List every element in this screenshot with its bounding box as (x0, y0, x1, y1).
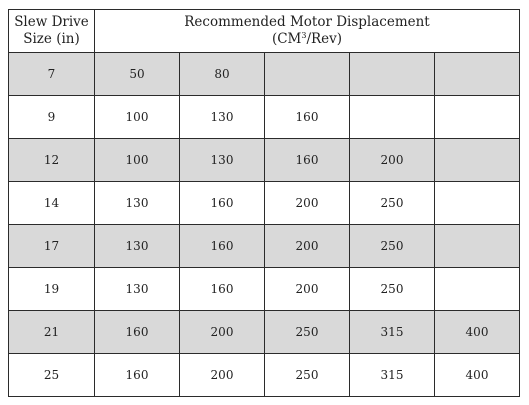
value-cell: 200 (350, 139, 435, 182)
value-cell: 160 (95, 354, 180, 397)
value-cell: 250 (350, 268, 435, 311)
table-row (9, 225, 520, 268)
value-cell: 315 (350, 354, 435, 397)
size-cell: 25 (9, 354, 95, 397)
table-row (9, 182, 520, 225)
value-cell: 250 (265, 311, 350, 354)
value-cell: 200 (265, 268, 350, 311)
table-header-row (9, 10, 520, 53)
displacement-unit-prefix: (CM (271, 31, 302, 47)
size-column-header (9, 10, 95, 53)
value-cell: 130 (95, 268, 180, 311)
value-cell: 160 (265, 96, 350, 139)
value-cell: 130 (95, 182, 180, 225)
value-cell: 200 (180, 354, 265, 397)
value-cell: 130 (180, 139, 265, 182)
table-row (9, 354, 520, 397)
size-cell: 19 (9, 268, 95, 311)
value-cell (435, 225, 520, 268)
size-header-line1: Slew Drive (14, 14, 89, 30)
value-cell: 250 (265, 354, 350, 397)
value-cell: 400 (435, 354, 520, 397)
value-cell (435, 139, 520, 182)
value-cell: 80 (180, 53, 265, 96)
size-cell: 7 (9, 53, 95, 96)
value-cell: 315 (350, 311, 435, 354)
value-cell: 160 (180, 225, 265, 268)
value-cell (435, 182, 520, 225)
value-cell (435, 96, 520, 139)
table-row (9, 311, 520, 354)
value-cell: 250 (350, 182, 435, 225)
value-cell: 200 (265, 225, 350, 268)
value-cell: 160 (265, 139, 350, 182)
value-cell (350, 96, 435, 139)
value-cell: 200 (265, 182, 350, 225)
value-cell (435, 53, 520, 96)
displacement-unit-suffix: /Rev) (306, 31, 343, 47)
table-row (9, 268, 520, 311)
size-cell: 14 (9, 182, 95, 225)
value-cell: 200 (180, 311, 265, 354)
table-row (9, 139, 520, 182)
value-cell (265, 53, 350, 96)
size-cell: 12 (9, 139, 95, 182)
value-cell (435, 268, 520, 311)
size-cell: 17 (9, 225, 95, 268)
value-cell: 400 (435, 311, 520, 354)
size-header-line2: Size (in) (23, 31, 80, 47)
displacement-column-header (95, 10, 520, 53)
value-cell: 160 (180, 182, 265, 225)
value-cell: 50 (95, 53, 180, 96)
size-cell: 21 (9, 311, 95, 354)
displacement-header-title: Recommended Motor Displacement (184, 14, 430, 30)
motor-displacement-table (8, 9, 520, 397)
value-cell (350, 53, 435, 96)
displacement-unit-superscript: 3 (301, 31, 307, 40)
value-cell: 130 (180, 96, 265, 139)
table-row (9, 96, 520, 139)
value-cell: 100 (95, 96, 180, 139)
value-cell: 160 (180, 268, 265, 311)
table-row (9, 53, 520, 96)
value-cell: 130 (95, 225, 180, 268)
size-cell: 9 (9, 96, 95, 139)
value-cell: 160 (95, 311, 180, 354)
value-cell: 250 (350, 225, 435, 268)
value-cell: 100 (95, 139, 180, 182)
